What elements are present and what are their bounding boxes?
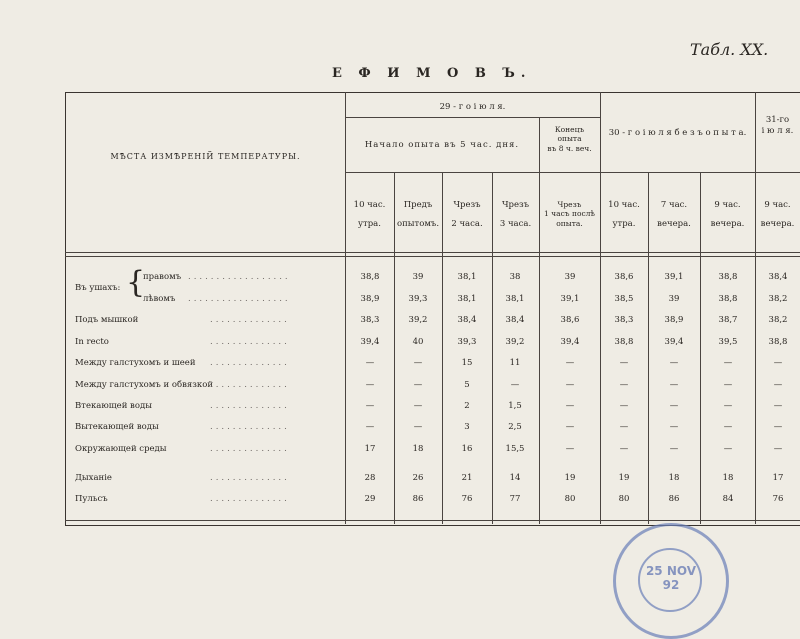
col-header-7: 7 час. вечера. (657, 200, 691, 229)
table-cell: 17 (364, 444, 376, 454)
table-cell: 38,4 (505, 315, 525, 325)
table-cell: — (669, 380, 679, 390)
table-cell: — (669, 358, 679, 368)
dot-leader: .................. (188, 272, 291, 282)
table-cell: 16 (461, 444, 473, 454)
table-cell: 38,3 (360, 315, 380, 325)
row-label: правомъ (143, 272, 182, 282)
table-cell: 38,6 (560, 315, 580, 325)
table-cell: 39,2 (408, 315, 428, 325)
table-cell: 86 (668, 494, 680, 504)
table-cell: — (365, 401, 375, 411)
table-cell: 38,1 (457, 272, 477, 282)
date-30-header: 30 - г о і ю л я б е з ъ о п ы т а. (608, 128, 747, 138)
table-cell: — (773, 380, 783, 390)
table-cell: 18 (412, 444, 424, 454)
table-cell: — (723, 358, 733, 368)
date-29-header: 29 - г о і ю л я. (439, 102, 506, 112)
table-cell: — (510, 380, 520, 390)
table-cell: 38,1 (505, 294, 525, 304)
table-cell: 76 (461, 494, 473, 504)
col-header-8: 9 час. вечера. (710, 200, 745, 229)
table-cell: — (773, 444, 783, 454)
table-cell: 2 (464, 401, 470, 411)
table-cell: 39 (412, 272, 424, 282)
table-cell: 39 (564, 272, 576, 282)
table-cell: — (365, 380, 375, 390)
table-cell: 77 (509, 494, 521, 504)
table-cell: — (723, 444, 733, 454)
table-cell: — (619, 422, 629, 432)
table-cell: 38 (509, 272, 521, 282)
row-label: Окружающей среды (75, 444, 167, 454)
table-cell: — (669, 444, 679, 454)
table-cell: 1,5 (508, 401, 522, 411)
table-cell: 39,1 (664, 272, 684, 282)
table-cell: — (669, 422, 679, 432)
places-header: МѢСТА ИЗМѢРЕНІЙ ТЕМПЕРАТУРЫ. (110, 152, 301, 161)
table-cell: 86 (412, 494, 424, 504)
table-cell: 28 (364, 473, 376, 483)
table-cell: 38,6 (614, 272, 634, 282)
table-cell: 38,1 (457, 294, 477, 304)
dot-leader: .............. (210, 401, 290, 411)
start-experiment-header: Начало опыта въ 5 час. дня. (364, 140, 520, 150)
table-cell: 38,9 (664, 315, 684, 325)
stamp-date: 25 NOV 92 (645, 564, 697, 592)
dot-leader: .............. (210, 337, 290, 347)
table-cell: 38,8 (718, 294, 738, 304)
col-header-1: 10 час. утра. (353, 200, 386, 229)
table-cell: — (413, 358, 423, 368)
table-cell: 39 (668, 294, 680, 304)
row-label: лѣвомъ (143, 294, 176, 304)
table-cell: 80 (564, 494, 576, 504)
table-cell: 39,5 (718, 337, 738, 347)
table-cell: 39,2 (505, 337, 525, 347)
table-cell: 38,8 (614, 337, 634, 347)
table-cell: — (773, 401, 783, 411)
table-cell: — (773, 358, 783, 368)
table-cell: 3 (464, 422, 470, 432)
table-cell: 26 (412, 473, 424, 483)
table-cell: — (565, 401, 575, 411)
dot-leader: .............. (210, 444, 290, 454)
table-cell: 29 (364, 494, 376, 504)
table-cell: 76 (772, 494, 784, 504)
table-cell: 38,8 (718, 272, 738, 282)
row-label: Между галстухомъ и шеей (75, 358, 196, 368)
table-cell: 39,4 (360, 337, 380, 347)
table-cell: — (565, 380, 575, 390)
surname-title: Е Ф И М О В Ъ. (332, 66, 532, 81)
end-experiment-header: Конецъ опыта въ 8 ч. веч. (547, 125, 592, 153)
col-header-6: 10 час. утра. (608, 200, 640, 229)
ears-brace: { (126, 265, 146, 300)
table-cell: — (723, 380, 733, 390)
col-header-9: 9 час. вечера. (760, 200, 795, 229)
table-cell: — (773, 422, 783, 432)
table-cell: — (413, 380, 423, 390)
table-cell: 15,5 (505, 444, 525, 454)
table-cell: 40 (412, 337, 424, 347)
col-header-4: Чрезъ 3 часа. (499, 200, 532, 229)
dot-leader: .............. (210, 315, 290, 325)
row-label: Вытекающей воды (75, 422, 159, 432)
table-cell: 15 (461, 358, 473, 368)
table-cell: 38,8 (768, 337, 788, 347)
ears-label: Въ ушахъ: (75, 283, 121, 293)
col-header-3: Чрезъ 2 часа. (451, 200, 483, 229)
table-cell: — (413, 422, 423, 432)
row-label: Втекающей воды (75, 401, 152, 411)
table-cell: 5 (464, 380, 470, 390)
dot-leader: .............. (210, 473, 290, 483)
table-cell: 38,4 (768, 272, 788, 282)
table-cell: 38,8 (360, 272, 380, 282)
table-cell: 18 (722, 473, 734, 483)
table-cell: 19 (618, 473, 630, 483)
table-cell: 39,3 (408, 294, 428, 304)
table-cell: — (669, 401, 679, 411)
table-cell: 38,2 (768, 315, 788, 325)
table-cell: — (723, 401, 733, 411)
table-cell: 38,5 (614, 294, 634, 304)
dot-leader: .............. (210, 358, 290, 368)
table-number: Табл. XX. (690, 40, 769, 59)
table-cell: 14 (509, 473, 521, 483)
table-cell: 2,5 (508, 422, 522, 432)
table-cell: 38,9 (360, 294, 380, 304)
table-cell: 38,3 (614, 315, 634, 325)
table-cell: — (413, 401, 423, 411)
dot-leader: .............. (210, 422, 290, 432)
table-cell: 80 (618, 494, 630, 504)
table-cell: — (619, 401, 629, 411)
table-cell: — (565, 444, 575, 454)
dot-leader: .................. (188, 294, 291, 304)
table-cell: 39,4 (560, 337, 580, 347)
table-cell: 39,4 (664, 337, 684, 347)
col-header-2: Предъ опытомъ. (396, 200, 440, 229)
row-label: Подъ мышкой (75, 315, 139, 325)
dot-leader: .............. (210, 494, 290, 504)
table-cell: — (565, 422, 575, 432)
row-label: In recto (75, 337, 109, 347)
table-cell: — (619, 358, 629, 368)
table-cell: — (365, 422, 375, 432)
table-cell: 38,2 (768, 294, 788, 304)
table-cell: 21 (461, 473, 473, 483)
table-cell: 38,7 (718, 315, 738, 325)
table-cell: 39,3 (457, 337, 477, 347)
table-cell: 38,4 (457, 315, 477, 325)
row-label: Дыханіе (75, 473, 112, 483)
col-header-5: Чрезъ 1 часъ послѣ опыта. (544, 200, 595, 228)
table-cell: — (619, 444, 629, 454)
dot-leader: .............. (210, 380, 290, 390)
table-cell: 84 (722, 494, 734, 504)
date-31-header: 31-го і ю л я. (761, 115, 794, 136)
table-cell: 11 (509, 358, 521, 368)
row-label: Пульсъ (75, 494, 108, 504)
library-stamp (613, 523, 729, 639)
table-cell: — (565, 358, 575, 368)
table-cell: — (365, 358, 375, 368)
table-cell: 19 (564, 473, 576, 483)
table-cell: 18 (668, 473, 680, 483)
table-cell: 39,1 (560, 294, 580, 304)
row-label: Между галстухомъ и обвязкой (75, 380, 213, 390)
table-cell: — (619, 380, 629, 390)
table-cell: 17 (772, 473, 784, 483)
table-cell: — (723, 422, 733, 432)
